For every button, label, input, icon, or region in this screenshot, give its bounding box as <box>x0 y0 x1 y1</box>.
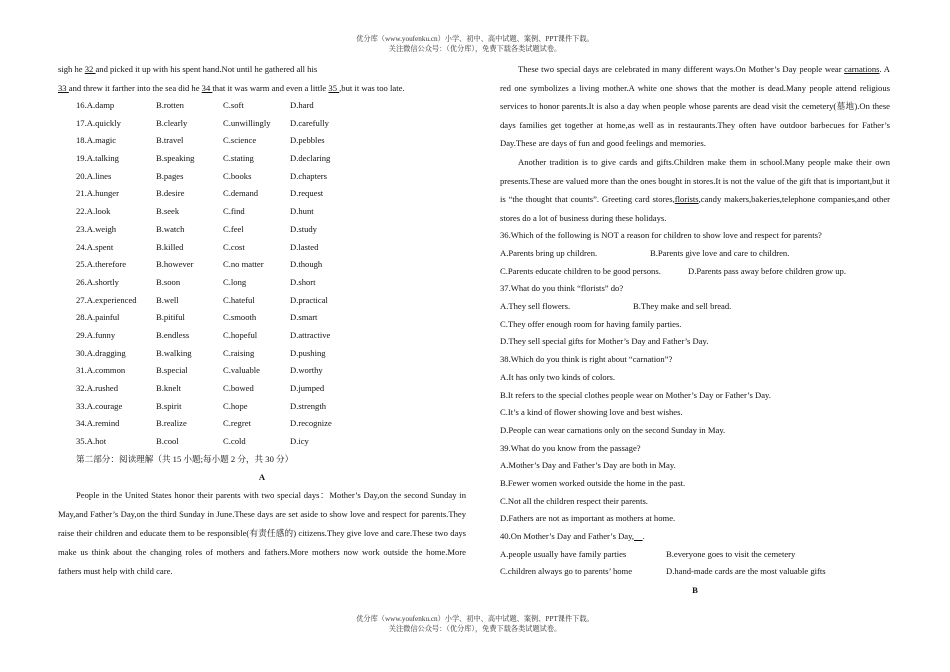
cloze-option-row <box>58 115 466 133</box>
question-39-option-c: C.Not all the children respect their parents. <box>500 495 648 506</box>
option-d: D.declaring <box>290 153 331 164</box>
option-b: B.seek <box>156 206 180 217</box>
option-c: C.find <box>223 206 245 217</box>
option-d: D.pushing <box>290 347 326 358</box>
option-d: D.though <box>290 259 323 270</box>
option-c: C.valuable <box>223 365 260 376</box>
option-d: D.chapters <box>290 170 327 181</box>
footer-line-2: 关注微信公众号：（优分库），免费下载各类试题试卷。 <box>388 625 562 633</box>
question-37: 37.What do you think “florists” do? <box>500 283 624 294</box>
cloze-text: and picked it up with his spent hand.Not until he gathered all his <box>95 64 318 74</box>
header-line-1: 优分库（www.youfenku.cn）小学、初中、高中试题、案例、PPT课件下载。 <box>356 35 594 43</box>
blank-34: 34 <box>201 82 213 93</box>
question-text: . <box>642 531 645 542</box>
cloze-option-row <box>58 185 466 203</box>
blank-35: 35 <box>328 82 340 93</box>
option-d: D.practical <box>290 294 328 305</box>
option-c: C.regret <box>223 418 251 429</box>
option-d: D.carefully <box>290 117 329 128</box>
cloze-option-row <box>58 274 466 292</box>
option-b: B.rotten <box>156 100 184 110</box>
option-b: B.soon <box>156 276 181 287</box>
cloze-option-row <box>58 380 466 398</box>
cloze-text: ,but it was too late. <box>339 82 405 93</box>
option-c: C.no matter <box>223 259 264 270</box>
option-b: B.realize <box>156 418 187 429</box>
question-36: 36.Which of the following is NOT a reason for children to show love and respect for parents? <box>500 230 822 241</box>
option-c: C.long <box>223 276 247 287</box>
passage-a-paragraph-3 <box>500 153 890 227</box>
option-a: 25.A.therefore <box>76 259 127 270</box>
option: B.Parents give love and care to children. <box>650 248 790 259</box>
cloze-option-row <box>58 398 466 416</box>
option-b: B.spirit <box>156 400 182 411</box>
option-c: C.raising <box>223 347 255 358</box>
cloze-option-row <box>58 345 466 363</box>
option: C.children always go to parents’ home <box>500 566 633 577</box>
option-a: 26.A.shortly <box>76 276 119 287</box>
cloze-option-row <box>58 292 466 310</box>
cloze-option-row <box>58 221 466 239</box>
option-b: B.endless <box>156 329 190 340</box>
option-d: D.recognize <box>290 418 332 429</box>
option-b: B.travel <box>156 135 184 146</box>
option-d: D.short <box>290 276 316 287</box>
page-header <box>0 34 950 54</box>
option: D.hand-made cards are the most valuable gifts <box>666 566 826 577</box>
option-d: D.hard <box>290 100 314 110</box>
option-a: 32.A.rushed <box>76 383 119 393</box>
passage-a-title: A <box>258 472 266 483</box>
option-d: D.worthy <box>290 365 323 376</box>
cloze-option-row <box>58 327 466 345</box>
cloze-option-row <box>58 309 466 327</box>
option-d: D.lasted <box>290 241 319 252</box>
option-a: 31.A.common <box>76 365 126 376</box>
option-c: C.books <box>223 170 252 181</box>
option-a: 24.A.spent <box>76 241 114 252</box>
option: A.They sell flowers. <box>500 301 571 312</box>
question-37-options-ab <box>500 298 890 316</box>
paragraph-text: . A red one symbolizes a living mother.A white one shows that the mother is dead.Many people attend religious services to honor parents.It is also a day when people whose parents are dead visit the cemetery(墓地).On these days families get together at home,as well as in restaurants.They often have outdoor barbecues for Father’s Day.These are days of fun and good feelings and memories. <box>500 64 890 149</box>
cloze-option-row <box>58 239 466 257</box>
option-a: 17.A.quickly <box>76 117 121 128</box>
option-b: B.pitiful <box>156 312 185 323</box>
cloze-option-row <box>58 168 466 186</box>
question-38-option-d: D.People can wear carnations only on the second Sunday in May. <box>500 424 726 435</box>
question-38: 38.Which do you think is right about “carnation”? <box>500 354 673 365</box>
question-36-options-cd <box>500 263 890 281</box>
question-38-option-c: C.It’s a kind of flower showing love and best wishes. <box>500 407 683 418</box>
option-a: 27.A.experienced <box>76 294 137 305</box>
blank-32: 32 <box>84 64 96 74</box>
option-a: 29.A.funny <box>76 329 116 340</box>
underlined-word-carnations: carnations <box>844 64 880 74</box>
option-b: B.however <box>156 259 194 270</box>
paragraph-text: Another tradition is to give cards and gifts.Children make them in school.Many people make their own presents.These are valued more than the ones bought in stores.It is not the value of the gift that is important,but it is “the thought that counts”. Greeting card stores, <box>500 156 890 205</box>
cloze-option-row <box>58 433 466 451</box>
option-c: C.science <box>223 135 257 146</box>
option-b: B.watch <box>156 223 185 234</box>
option-b: B.well <box>156 294 179 305</box>
cloze-option-row <box>58 362 466 380</box>
option-c: C.soft <box>223 100 244 110</box>
option-a: 34.A.remind <box>76 418 120 429</box>
cloze-option-row <box>58 132 466 150</box>
option-a: 33.A.courage <box>76 400 123 411</box>
option-c: C.bowed <box>223 383 254 393</box>
cloze-option-row <box>58 150 466 168</box>
section-2-title: 第二部分：阅读理解（共 15 小题;每小题 2 分，共 30 分） <box>76 453 294 464</box>
header-line-2: 关注微信公众号：（优分库），免费下载各类试题试卷。 <box>388 45 562 53</box>
option-d: D.jumped <box>290 383 325 393</box>
option-a: 35.A.hot <box>76 436 107 447</box>
option-d: D.smart <box>290 312 318 323</box>
cloze-option-row <box>58 203 466 221</box>
option-b: B.speaking <box>156 153 195 164</box>
option-d: D.study <box>290 223 317 234</box>
option-b: B.walking <box>156 347 192 358</box>
left-column <box>58 60 466 580</box>
option: B.everyone goes to visit the cemetery <box>666 548 796 559</box>
footer-line-1: 优分库（www.youfenku.cn）小学、初中、高中试题、案例、PPT课件下载。 <box>356 615 594 623</box>
option-c: C.hopeful <box>223 329 258 340</box>
question-39-option-b: B.Fewer women worked outside the home in the past. <box>500 477 686 488</box>
option: B.They make and sell bread. <box>633 301 732 312</box>
question-38-option-b: B.It refers to the special clothes people wear on Mother’s Day or Father’s Day. <box>500 389 771 400</box>
option-a: 18.A.magic <box>76 135 117 146</box>
cloze-options-list <box>58 97 466 451</box>
page-footer <box>0 614 950 634</box>
cloze-text: sigh he <box>58 64 85 74</box>
underlined-word-florists: florists <box>674 194 699 205</box>
question-39-option-d: D.Fathers are not as important as mothers at home. <box>500 513 676 524</box>
option-a: 23.A.weigh <box>76 223 117 234</box>
question-39: 39.What do you know from the passage? <box>500 442 641 453</box>
blank-33: 33 <box>58 82 69 93</box>
option-b: B.clearly <box>156 117 188 128</box>
passage-a-paragraph-2 <box>500 60 890 153</box>
question-text: 40.On Mother’s Day and Father’s Day, <box>500 531 634 542</box>
blank-40 <box>634 531 643 541</box>
option-b: B.cool <box>156 436 179 447</box>
question-40-options-ab <box>500 546 890 564</box>
option-a: 22.A.look <box>76 206 111 217</box>
question-40 <box>500 528 890 546</box>
option-a: 20.A.lines <box>76 170 112 181</box>
option-c: C.cold <box>223 436 246 447</box>
cloze-text: that it was warm and even a little <box>212 82 329 93</box>
question-40-options-cd <box>500 563 890 581</box>
option: C.Parents educate children to be good persons. <box>500 265 661 276</box>
passage-b-title: B <box>692 585 698 596</box>
option: A.people usually have family parties <box>500 548 627 559</box>
question-39-option-a: A.Mother’s Day and Father’s Day are both in May. <box>500 460 676 471</box>
option-c: C.stating <box>223 153 254 164</box>
cloze-lead-text <box>58 60 466 97</box>
option-a: 30.A.dragging <box>76 347 126 358</box>
option-c: C.hateful <box>223 294 255 305</box>
option-d: D.icy <box>290 436 309 447</box>
cloze-option-row <box>58 97 466 115</box>
cloze-option-row <box>58 415 466 433</box>
option-a: 21.A.hunger <box>76 188 119 199</box>
option-d: D.hunt <box>290 206 314 217</box>
option-b: B.special <box>156 365 188 376</box>
option-d: D.strength <box>290 400 327 411</box>
option-c: C.unwillingly <box>223 117 271 128</box>
cloze-text: and threw it farther into the sea did he <box>68 82 202 93</box>
option-b: B.pages <box>156 170 184 181</box>
option-b: B.knelt <box>156 383 182 393</box>
option: A.Parents bring up children. <box>500 248 598 259</box>
option-d: D.pebbles <box>290 135 325 146</box>
question-37-option-c: C.They offer enough room for having family parties. <box>500 318 682 329</box>
cloze-option-row <box>58 256 466 274</box>
option: D.Parents pass away before children grow up. <box>688 265 846 276</box>
option-c: C.smooth <box>223 312 257 323</box>
paragraph-text: ,candy makers,bakeries,telephone companies,and other stores do a lot of business during these holidays. <box>500 194 890 223</box>
option-a: 19.A.talking <box>76 153 119 164</box>
option-a: 16.A.damp <box>76 100 115 110</box>
passage-a-paragraph-1: People in the United States honor their parents with two special days：Mother’s Day,on the second Sunday in May,and Father’s Day,on the third Sunday in June.These days are set aside to show love and respect for parents.They raise their children and educate them to be responsible(有责任感的) citizens.They give love and care.These two days make us think about the changing roles of mothers and fathers.More mothers now work outside the home.More fathers must help with child care. <box>58 490 466 576</box>
option-c: C.cost <box>223 241 245 252</box>
option-d: D.attractive <box>290 329 331 340</box>
option-b: B.killed <box>156 241 184 252</box>
option-d: D.request <box>290 188 324 199</box>
right-column <box>500 60 890 599</box>
option-a: 28.A.painful <box>76 312 120 323</box>
question-37-option-d: D.They sell special gifts for Mother’s Day and Father’s Day. <box>500 336 709 347</box>
paragraph-text: These two special days are celebrated in many different ways.On Mother’s Day people wear <box>518 64 845 74</box>
option-c: C.demand <box>223 188 259 199</box>
option-c: C.hope <box>223 400 248 411</box>
question-36-options-ab <box>500 245 890 263</box>
option-c: C.feel <box>223 223 244 234</box>
option-b: B.desire <box>156 188 185 199</box>
question-38-option-a: A.It has only two kinds of colors. <box>500 371 616 382</box>
